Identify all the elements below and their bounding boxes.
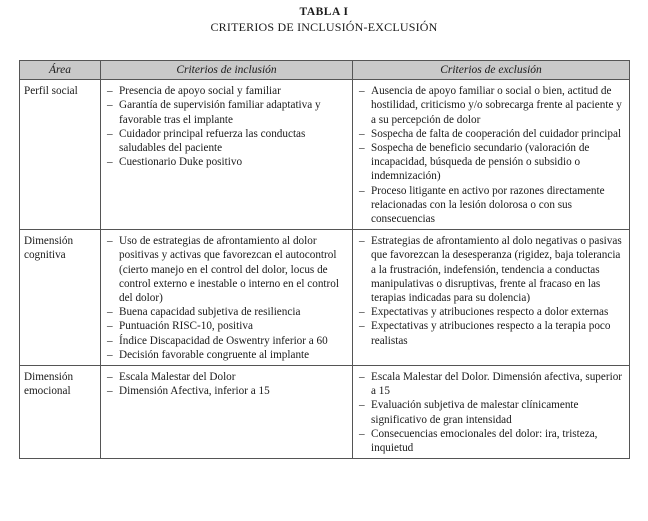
area-cell: Dimensión emocional [20,366,101,459]
table-title: CRITERIOS DE INCLUSIÓN-EXCLUSIÓN [210,20,438,34]
inclusion-item: – Cuidador principal refuerza las conductas saludables del paciente [105,127,348,155]
exclusion-item: – Ausencia de apoyo familiar o social o bien, actitud de hostilidad, criticismo y/o sobrecarga frente al paciente y a su percepción de dolor [357,84,625,127]
inclusion-item: – Puntuación RISC-10, positiva [105,319,348,333]
inclusion-cell [101,80,353,230]
inclusion-item: – Escala Malestar del Dolor [105,370,348,384]
exclusion-item: – Evaluación subjetiva de malestar clínicamente significativo de gran intensidad [357,398,625,426]
inclusion-item: – Buena capacidad subjetiva de resiliencia [105,305,348,319]
exclusion-cell [353,366,630,459]
header-exclusion: Criterios de exclusión [353,61,630,80]
exclusion-item: – Escala Malestar del Dolor. Dimensión afectiva, superior a 15 [357,370,625,398]
exclusion-cell [353,230,630,366]
inclusion-item: – Uso de estrategias de afrontamiento al dolor positivas y activas que favorezcan el autocontrol (cierto manejo en el control del dolor, locus de control externo e inestable o interno en el control del dolor) [105,234,348,305]
table-row [20,80,630,230]
exclusion-item: – Expectativas y atribuciones respecto a dolor externas [357,305,625,319]
exclusion-item: – Sospecha de beneficio secundario (valoración de incapacidad, búsqueda de pensión o subsidio o indemnización) [357,141,625,184]
exclusion-item: – Proceso litigante en activo por razones directamente relacionadas con la lesión dolorosa o con sus consecuencias [357,184,625,227]
inclusion-item: – Cuestionario Duke positivo [105,155,348,169]
table-header-row [20,61,630,80]
exclusion-item: – Expectativas y atribuciones respecto a la terapia poco realistas [357,319,625,347]
inclusion-item: – Dimensión Afectiva, inferior a 15 [105,384,348,398]
exclusion-cell [353,80,630,230]
table-label: TABLA I [299,6,349,18]
area-cell: Perfil social [20,80,101,230]
inclusion-cell [101,366,353,459]
inclusion-item: – Garantía de supervisión familiar adaptativa y favorable tras el implante [105,98,348,126]
inclusion-item: – Decisión favorable congruente al implante [105,348,348,362]
criteria-table [19,60,630,459]
area-cell: Dimensión cognitiva [20,230,101,366]
exclusion-item: – Consecuencias emocionales del dolor: ira, tristeza, inquietud [357,427,625,455]
header-area: Área [20,61,101,80]
table-row [20,230,630,366]
exclusion-item: – Estrategias de afrontamiento al dolo negativas o pasivas que favorezcan la desesperanza (rigidez, baja tolerancia a la frustración, indefensión, tendencia a conductas manipulativas o disruptivas, frente al fracaso en las terapias indicadas para su dolencia) [357,234,625,305]
inclusion-cell [101,230,353,366]
table-row [20,366,630,459]
inclusion-item: – Presencia de apoyo social y familiar [105,84,348,98]
header-inclusion: Criterios de inclusión [101,61,353,80]
inclusion-item: – Índice Discapacidad de Oswentry inferior a 60 [105,334,348,348]
exclusion-item: – Sospecha de falta de cooperación del cuidador principal [357,127,625,141]
